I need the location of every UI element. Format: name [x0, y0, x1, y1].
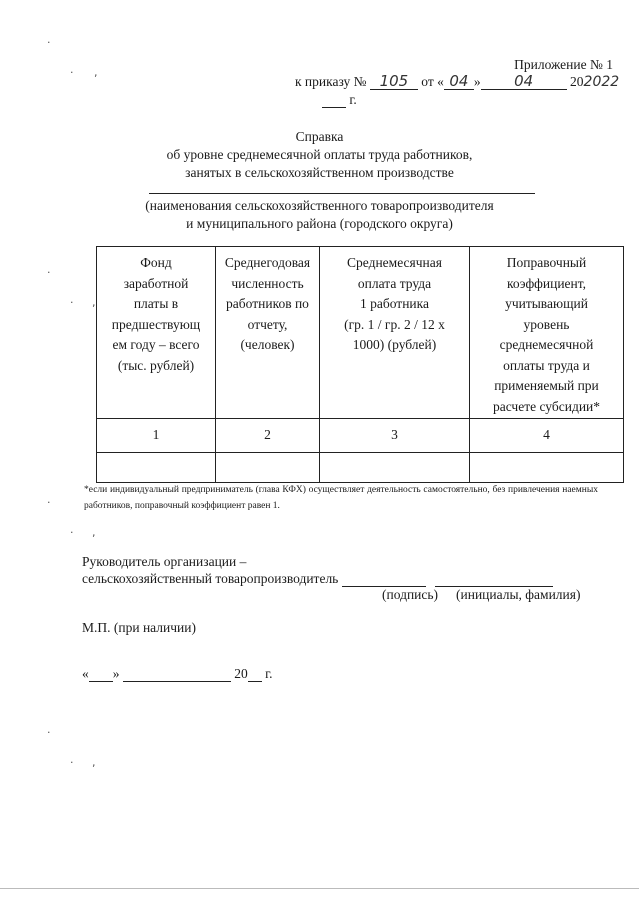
date-day-blank — [89, 666, 113, 682]
data-cell — [216, 453, 320, 483]
document-subtitle-1: об уровне среднемесячной оплаты труда работников, — [166, 147, 473, 162]
date-year-blank — [248, 666, 262, 682]
scan-speck: · — [47, 726, 51, 739]
name-line — [435, 571, 553, 587]
document-title: Справка — [295, 129, 344, 144]
order-year-line — [322, 92, 357, 108]
scan-speck: · — [47, 266, 51, 279]
order-from: от « — [421, 74, 444, 89]
document-subtitle-2: занятых в сельскохозяйственном производстве — [185, 165, 454, 180]
scan-edge — [0, 888, 639, 889]
scan-speck: · — [70, 756, 74, 769]
data-cell — [320, 453, 470, 483]
date-line: « » 20 г. — [82, 666, 273, 681]
signature-caption: (подпись) — [382, 587, 439, 602]
data-cell — [470, 453, 624, 483]
column-number: 4 — [470, 419, 624, 453]
order-year-suffix: г. — [349, 92, 357, 107]
scan-speck: · — [70, 526, 74, 539]
signature-title-1: Руководитель организации – — [82, 554, 247, 569]
order-reference — [295, 74, 619, 90]
column-number: 2 — [216, 419, 320, 453]
order-prefix: к приказу № — [295, 74, 367, 89]
footnote: *если индивидуальный предприниматель (глава КФХ) осуществляет деятельность самостоятельно, без привлечения наемных работников, поправочный коэффициент равен 1. — [84, 485, 598, 511]
data-cell — [97, 453, 216, 483]
column-number: 1 — [97, 419, 216, 453]
scan-speck: , — [94, 66, 98, 79]
stamp-label: М.П. (при наличии) — [82, 620, 196, 635]
order-year-handwritten: 2022 — [583, 74, 620, 90]
order-day: 04 — [444, 74, 474, 90]
date-month-blank — [123, 666, 231, 682]
table-header-row — [97, 247, 624, 419]
scan-speck: , — [92, 756, 96, 769]
order-close-quote: » — [473, 74, 481, 89]
scan-speck: , — [92, 296, 96, 309]
table-data-row — [97, 453, 624, 483]
scan-speck: · — [47, 36, 51, 49]
table-number-row — [97, 419, 624, 453]
header-cell-coefficient: Поправочный коэффициент, учитывающий уровень среднемесячной оплаты труда и применяемый при расчете субсидии* — [470, 247, 624, 419]
org-caption-1: (наименования сельскохозяйственного товаропроизводителя — [145, 198, 494, 213]
subsidy-table — [96, 246, 624, 483]
scan-speck: · — [70, 66, 74, 79]
scan-speck: , — [92, 526, 96, 539]
name-caption: (инициалы, фамилия) — [456, 587, 581, 602]
header-cell-headcount: Среднегодовая численность работников по отчету, (человек) — [216, 247, 320, 419]
header-cell-fund: Фонд заработной платы в предшествующ ем году – всего (тыс. рублей) — [97, 247, 216, 419]
org-name-line — [149, 193, 535, 194]
signature-line — [342, 571, 426, 587]
scan-speck: · — [70, 296, 74, 309]
scan-speck: · — [47, 496, 51, 509]
appendix-label: Приложение № 1 — [514, 57, 613, 72]
org-caption-2: и муниципального района (городского округа) — [186, 216, 453, 231]
order-month: 04 — [481, 74, 567, 90]
signature-title-2: сельскохозяйственный товаропроизводитель — [82, 571, 553, 587]
order-year: 202022 — [570, 74, 620, 90]
header-cell-avg-salary: Среднемесячная оплата труда 1 работника (гр. 1 / гр. 2 / 12 х 1000) (рублей) — [320, 247, 470, 419]
column-number: 3 — [320, 419, 470, 453]
order-number: 105 — [370, 74, 418, 90]
